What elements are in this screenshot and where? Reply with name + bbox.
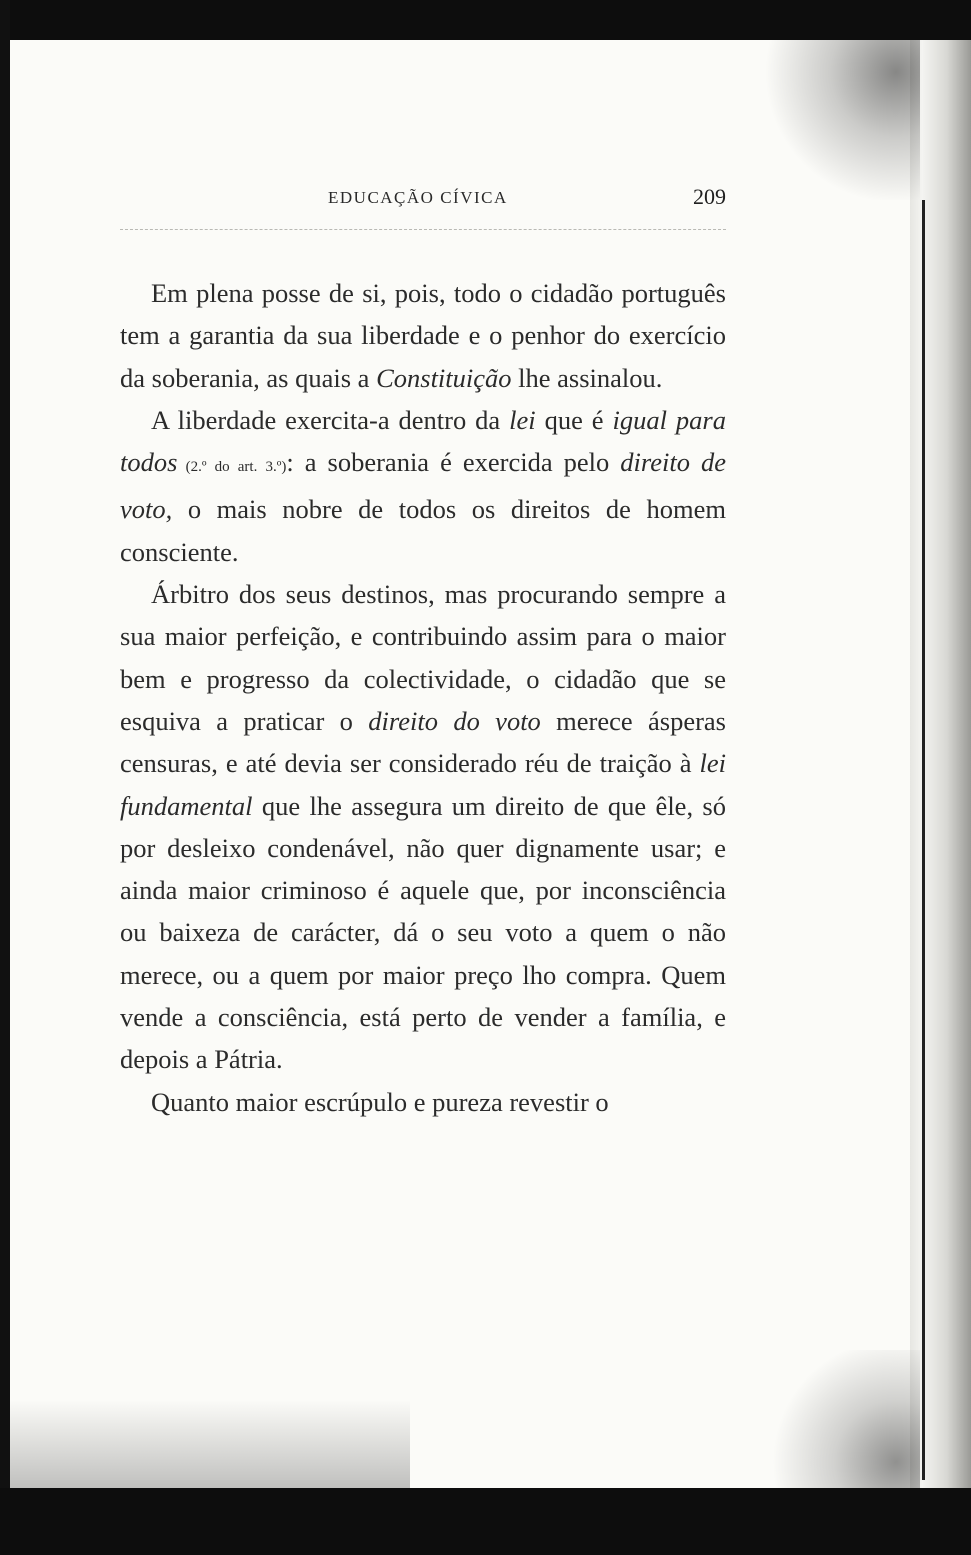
paragraph-2-italic-lei: lei	[509, 404, 536, 435]
body-text	[120, 272, 726, 1123]
running-head-title: EDUCAÇÃO CÍVICA	[328, 188, 508, 207]
paragraph-1-italic-constituicao: Constituição	[376, 362, 512, 393]
page-edge-line	[922, 200, 925, 1480]
paragraph-3-italic-direito-voto: direito do voto	[368, 705, 541, 736]
paragraph-2-text-a: A liberdade exercita-a dentro da	[151, 404, 510, 435]
scan-noise-bottom-right	[760, 1350, 920, 1490]
running-head	[120, 186, 726, 216]
scan-border-bottom	[0, 1488, 971, 1555]
paragraph-1-text-c: lhe assinalou.	[511, 362, 663, 393]
paragraph-1-text-a: Em plena posse de si, pois, todo o cidadão português tem a garantia da sua liberdade e o penhor do exercício da soberania, as quais a	[120, 278, 726, 393]
paragraph-3-text-c: merece ásperas censuras, e até devia ser considerado réu de traição à	[120, 705, 726, 779]
running-head-rule	[120, 229, 726, 230]
scan-border-top	[0, 0, 971, 40]
paragraph-4-text-a: Quanto maior escrúpulo e pureza revestir o	[151, 1086, 609, 1117]
scan-noise-bottom	[10, 1400, 410, 1488]
page-edge-shadow	[910, 40, 971, 1488]
paragraph-3-italic-lei-fundamental: lei fundamental	[120, 748, 726, 821]
scan-border-left	[0, 0, 10, 1555]
paragraph-3-text-e: que lhe assegura um direito de que êle, só por desleixo condenável, não quer dignamente usar; e ainda maior criminoso é aquele que, por inconsciência ou baixeza de carácter, dá o seu voto a quem o não merece, ou a quem por maior preço lho compra. Quem vende a consciência, está perto de vender a família, e depois a Pátria.	[120, 790, 726, 1075]
paragraph-2-article-ref: (2.º do art. 3.º)	[177, 459, 287, 476]
paragraph-3	[120, 573, 726, 1081]
paragraph-1	[120, 272, 726, 399]
paragraph-2-text-h: o mais nobre de todos os direitos de homem consciente.	[120, 494, 726, 567]
paragraph-2-text-c: que é	[535, 404, 613, 435]
paragraph-2	[120, 399, 726, 573]
paragraph-4	[120, 1081, 726, 1123]
paragraph-2-text-f: : a soberania é exercida pelo	[286, 447, 621, 478]
paragraph-2-italic-igual: igual para todos	[120, 404, 726, 478]
paragraph-3-text-a: Árbitro dos seus destinos, mas procurando sempre a sua maior perfeição, e contribuindo assim para o maior bem e progresso da colectividade, o cidadão que se esquiva a praticar o	[120, 579, 726, 736]
scan-noise-top-right	[760, 40, 920, 200]
page-number: 209	[693, 184, 726, 209]
paragraph-2-italic-direito: direito de voto,	[120, 447, 726, 525]
